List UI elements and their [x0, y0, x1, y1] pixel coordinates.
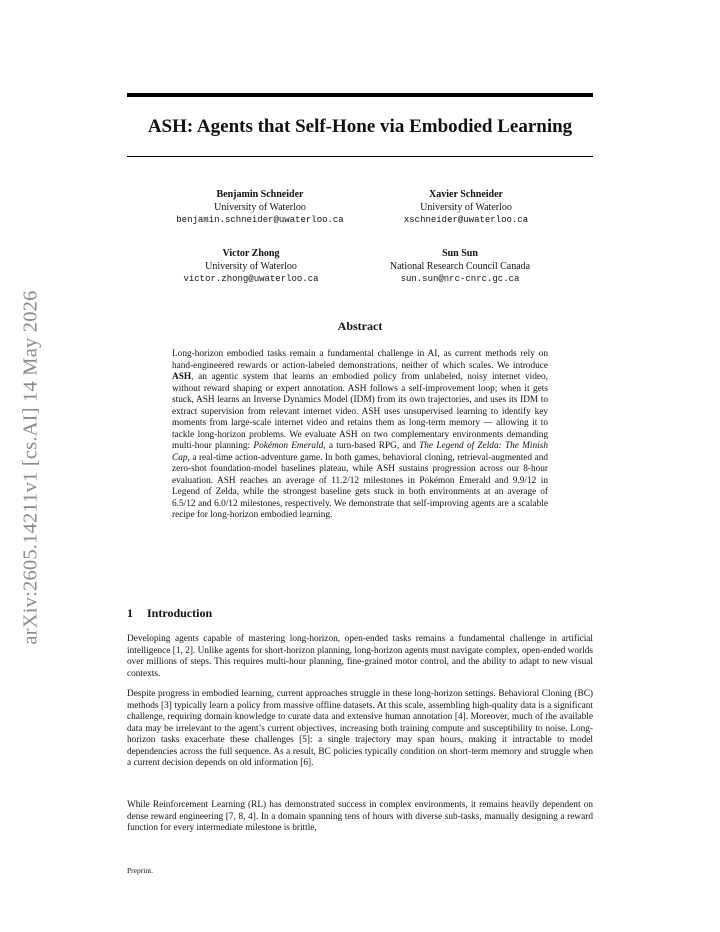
arxiv-identifier-text: arXiv:2605.14211v1 [cs.AI] 14 May 2026 — [19, 289, 42, 645]
author-name: Victor Zhong — [222, 248, 280, 259]
section-number: 1 — [127, 606, 133, 620]
body-paragraph: Despite progress in embodied learning, current approaches struggle in these long-horizon settings. Behavioral Cloning (BC) methods [3] typically learn a policy from massive offline datasets. At this scale, assembling high-quality data is a significant challenge, requiring domain knowledge to curate data and extensive human annotation [4]. Moreover, much of the available data may be irrelevant to the agent’s current objectives, increasing both training compute and susceptibility to noise. Long-horizon tasks exacerbate these challenges [5]: a single trajectory may span hours, making it intractable to model dependencies across the full sequence. As a result, BC policies typically condition on short-term memory and struggle when a current decision depends on old information [6]. — [127, 689, 593, 768]
author-affiliation: University of Waterloo — [420, 201, 512, 213]
abstract-heading: Abstract — [337, 319, 383, 333]
author-affiliation: National Research Council Canada — [389, 260, 531, 272]
body-paragraph: While Reinforcement Learning (RL) has demonstrated success in complex environments, it remains heavily dependent on dense reward engineering [7, 8, 4]. In a domain spanning tens of hours with diverse sub-tasks, manually designing a reward function for every intermediate milestone is brittle, — [127, 800, 593, 833]
author-block — [361, 189, 571, 227]
section-title: Introduction — [147, 606, 213, 620]
body-paragraph: Developing agents capable of mastering long-horizon, open-ended tasks remains a fundamental challenge in artificial intelligence [1, 2]. Unlike agents for short-horizon planning, long-horizon agents must navigate complex, open-ended worlds over millions of steps. This requires multi-hour planning, fine-grained motor control, and the ability to adapt to new visual contexts. — [127, 634, 593, 679]
footer-note: Preprint. — [127, 866, 154, 875]
author-name: Sun Sun — [442, 248, 478, 259]
author-email: xschneider@uwaterloo.ca — [403, 215, 529, 225]
abstract-text-part: , a real-time action-adventure game. In both games, behavioral cloning, retrieval-augmented and zero-shot foundation-model baselines plateau, while ASH sustains progression across our 8-hour evaluation. ASH reaches an average of 11.2/12 milestones in Pokémon Emerald and 9.9/12 in Legend of Zelda, while the strongest baseline gets stuck in both environments at an average of 6.5/12 and 6.0/12 milestones, respectively. We demonstrate that self-improving agents are a scalable recipe for long-horizon embodied learning. — [172, 452, 548, 520]
abstract-text — [172, 349, 548, 522]
title-top-rule — [127, 93, 593, 97]
author-block — [146, 248, 356, 286]
author-email: sun.sun@nrc-cnrc.gc.ca — [400, 274, 520, 284]
abstract-game-title: Pokémon Emerald — [253, 441, 324, 451]
author-email: victor.zhong@uwaterloo.ca — [183, 274, 319, 284]
author-name: Benjamin Schneider — [216, 189, 304, 200]
abstract-text-part: Long-horizon embodied tasks remain a fundamental challenge in AI, as current methods rely on hand-engineered rewards or action-labeled demonstrations, neither of which scales. We introduce — [172, 349, 548, 371]
author-block — [155, 189, 365, 227]
author-affiliation: University of Waterloo — [205, 260, 297, 272]
arxiv-identifier-stamp — [4, 262, 58, 672]
paper-title: ASH: Agents that Self-Hone via Embodied Learning — [147, 116, 573, 137]
author-affiliation: University of Waterloo — [214, 201, 306, 213]
section-heading — [127, 606, 212, 620]
author-name: Xavier Schneider — [429, 189, 503, 200]
abstract-text-part: , a turn-based RPG, and — [323, 441, 420, 451]
abstract-text-part: , an agentic system that learns an embodied policy from unlabeled, noisy internet video, without reward shaping or expert annotation. ASH follows a self-improvement loop; when it gets stuck, ASH learns an Inverse Dynamics Model (IDM) from its own trajectories, and uses its IDM to extract supervision from relevant internet video. ASH uses unsupervised learning to identify key moments from large-scale internet video and retains them as long-term memory — allowing it to tackle long-horizon problems. We evaluate ASH on two complementary environments demanding multi-hour planning: — [172, 372, 548, 451]
abstract-game-title: The Legend of Zelda: The Minish Cap — [172, 441, 548, 463]
author-email: benjamin.schneider@uwaterloo.ca — [176, 215, 344, 225]
author-block — [355, 248, 565, 286]
abstract-system-name: ASH — [172, 372, 192, 382]
title-bottom-rule — [127, 156, 593, 157]
